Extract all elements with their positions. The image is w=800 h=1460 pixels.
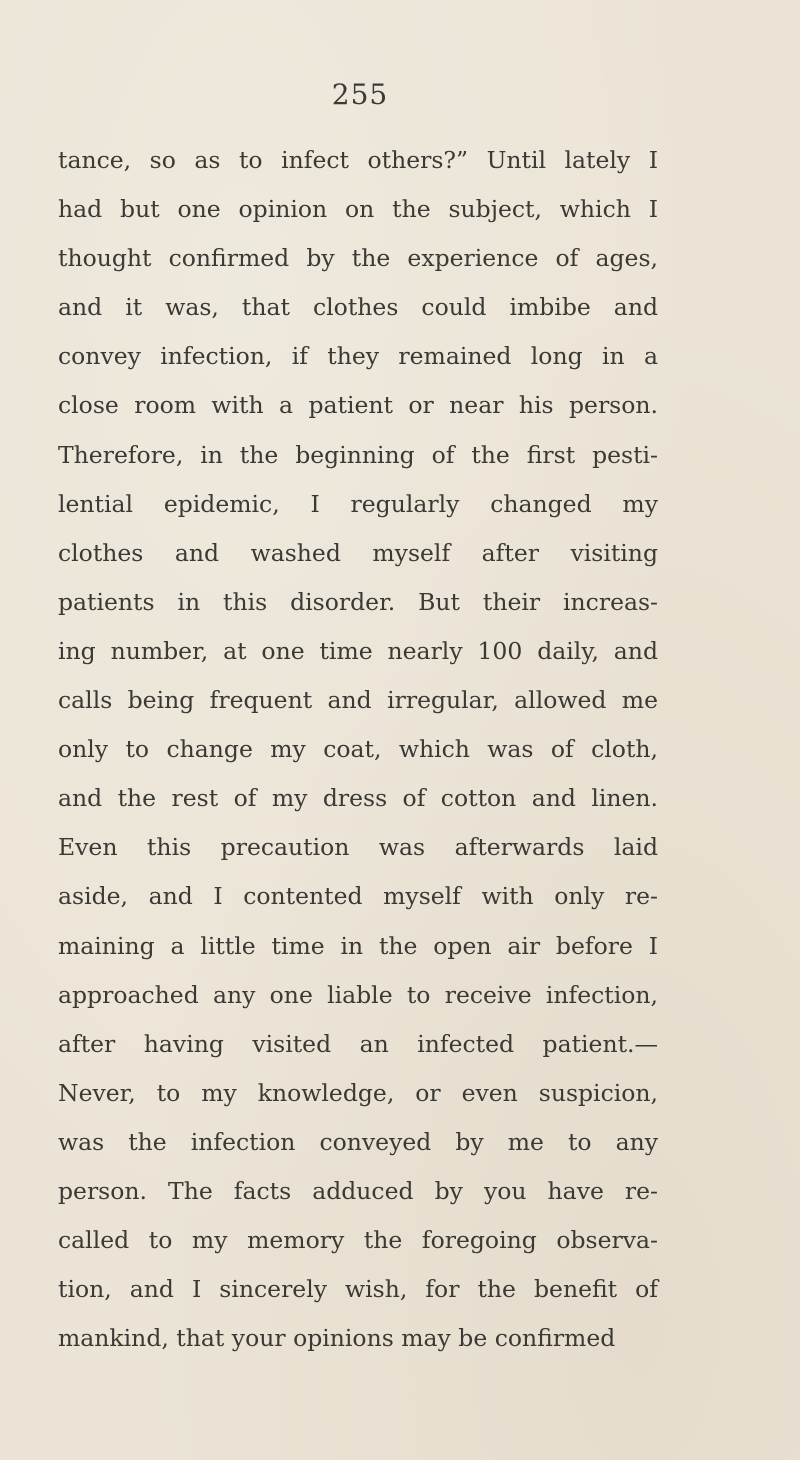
text-line: convey infection, if they remained long in a [58,342,658,371]
body-text [58,136,658,1363]
text-line: and it was, that clothes could imbibe and [58,293,658,322]
text-line: thought confirmed by the experience of ages, [58,244,658,273]
text-line: called to my memory the foregoing observa- [58,1226,658,1255]
text-line: Never, to my knowledge, or even suspicion, [58,1078,658,1107]
text-line: tion, and I sincerely wish, for the benefit of [58,1275,658,1304]
text-line: and the rest of my dress of cotton and linen. [58,784,658,813]
text-line: close room with a patient or near his person. [58,391,658,420]
text-line: approached any one liable to receive infection, [58,980,658,1009]
text-line: ing number, at one time nearly 100 daily, and [58,636,658,665]
text-line: patients in this disorder. But their increas- [58,587,658,616]
text-line: person. The facts adduced by you have re- [58,1176,658,1205]
text-line: clothes and washed myself after visiting [58,538,658,567]
text-line: after having visited an infected patient.— [58,1029,658,1058]
page-number: 255 [331,78,389,111]
text-line: lential epidemic, I regularly changed my [58,489,658,518]
text-line: calls being frequent and irregular, allowed me [58,686,658,715]
text-line: only to change my coat, which was of cloth, [58,735,658,764]
text-line: Even this precaution was afterwards laid [58,833,658,862]
text-line: mankind, that your opinions may be confirmed [58,1324,616,1353]
text-line: aside, and I contented myself with only re- [58,882,658,911]
text-line: Therefore, in the beginning of the first pesti- [58,440,658,469]
text-line: tance, so as to infect others?” Until lately I [58,146,658,174]
text-line: maining a little time in the open air before I [58,931,658,960]
text-line: was the infection conveyed by me to any [58,1127,658,1156]
text-line: had but one opinion on the subject, which I [58,195,658,224]
